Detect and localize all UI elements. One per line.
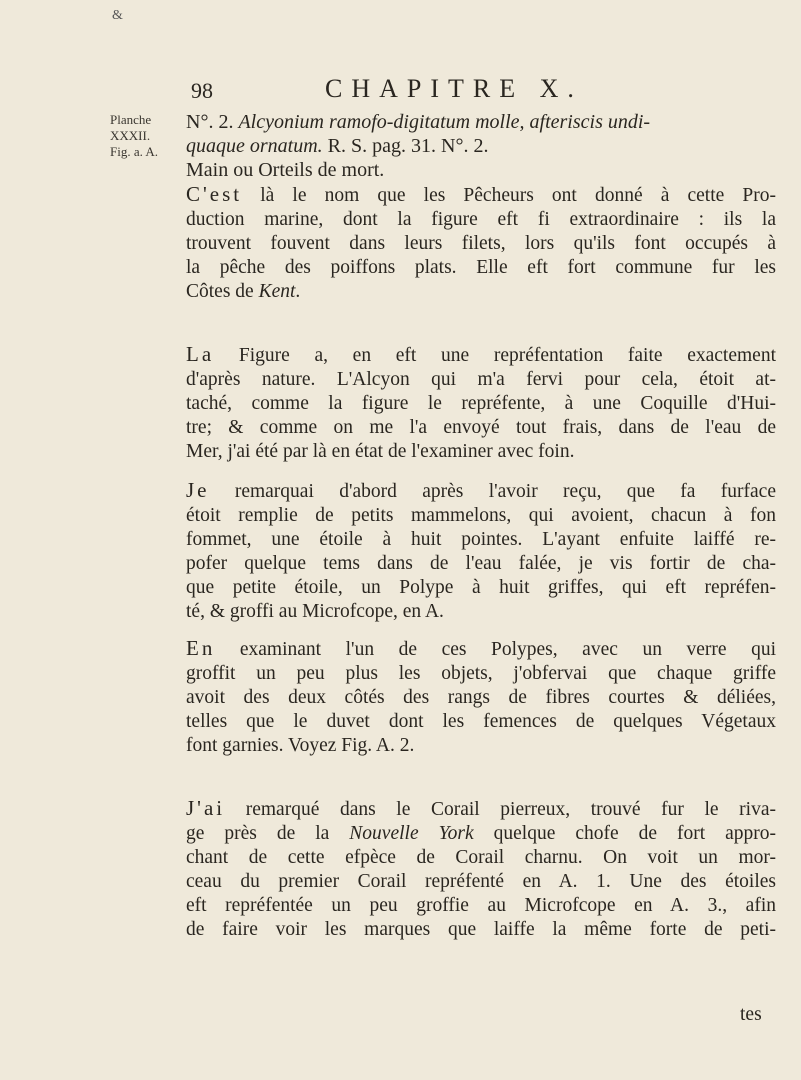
text-line: Côtes de Kent.	[186, 281, 301, 302]
corner-mark: &	[112, 8, 123, 23]
text-line: Je remarquai d'abord après l'avoir reçu, que fa furface	[186, 478, 776, 502]
place-name: Nouvelle York	[349, 823, 474, 844]
text-line: ceau du premier Corail repréfenté en A. 1. Une des étoiles	[186, 871, 776, 892]
text-line: taché, comme la figure le repréfente, à une Coquille d'Hui-	[186, 393, 776, 414]
dropcap: J'ai	[186, 796, 226, 820]
dropcap: En	[186, 636, 216, 660]
text-line: fommet, une étoile à huit pointes. L'ayant enfuite laiffé re-	[186, 529, 776, 550]
species-heading	[186, 110, 776, 182]
catchword: tes	[740, 1004, 762, 1025]
paragraph-3	[186, 478, 776, 624]
text-line: la pêche des poiffons plats. Elle eft fort commune fur les	[186, 257, 776, 278]
dropcap: C'est	[186, 182, 243, 206]
plate-label: Planche	[110, 112, 152, 127]
plate-reference	[110, 112, 170, 160]
dropcap: Je	[186, 478, 210, 502]
text-line: avoit des deux côtés des rangs de fibres courtes & déliées,	[186, 687, 776, 708]
place-name: Kent	[258, 281, 296, 302]
page-number: 98	[191, 78, 213, 103]
text-line: étoit remplie de petits mammelons, qui avoient, chacun à fon	[186, 505, 776, 526]
plate-number: XXXII.	[110, 128, 151, 143]
species-number: N°. 2.	[186, 111, 234, 133]
chapter-title: CHAPITRE X.	[325, 74, 583, 103]
species-reference: R. S. pag. 31. N°. 2.	[322, 135, 489, 157]
paragraph-1	[186, 182, 776, 304]
text-line: chant de cette efpèce de Corail charnu. On voit un mor-	[186, 847, 776, 868]
text-line: ge près de la Nouvelle York quelque chofe de fort appro-	[186, 823, 777, 844]
paragraph-2	[186, 342, 776, 464]
figure-label: Fig. a. A.	[110, 144, 159, 159]
text-line: groffit un peu plus les objets, j'obfervai que chaque griffe	[186, 663, 776, 684]
text-line: duction marine, dont la figure eft fi extraordinaire : ils la	[186, 209, 776, 230]
text-line: font garnies. Voyez Fig. A. 2.	[186, 735, 415, 756]
species-line-1	[186, 110, 776, 134]
species-line-2	[186, 134, 776, 158]
text-line: pofer quelque tems dans de l'eau falée, je vis fortir de cha-	[186, 553, 776, 574]
text-line: Mer, j'ai été par là en état de l'examiner avec foin.	[186, 441, 575, 462]
text-line: eft repréfentée un peu groffie au Microfcope en A. 3., afin	[186, 895, 776, 916]
text-line: telles que le duvet dont les femences de quelques Végetaux	[186, 711, 776, 732]
dropcap: La	[186, 342, 215, 366]
text-line: La Figure a, en eft une repréfentation faite exactement	[186, 342, 776, 366]
text-line: trouvent fouvent dans leurs filets, lors qu'ils font occupés à	[186, 233, 776, 254]
text-line: té, & groffi au Microfcope, en A.	[186, 601, 444, 622]
species-common-name: Main ou Orteils de mort.	[186, 159, 385, 181]
paragraph-4	[186, 636, 776, 758]
text-line: que petite étoile, un Polype à huit griffes, qui eft repréfen-	[186, 577, 776, 598]
text-line: de faire voir les marques que laiffe la même forte de peti-	[186, 919, 776, 940]
text-line: tre; & comme on me l'a envoyé tout frais, dans de l'eau de	[186, 417, 776, 438]
text-line: En examinant l'un de ces Polypes, avec un verre qui	[186, 636, 776, 660]
species-latin-name: Alcyonium ramofo-digitatum molle, afteriscis undi-	[238, 111, 651, 133]
species-latin-name-cont: quaque ornatum.	[186, 135, 323, 157]
paragraph-5	[186, 796, 776, 942]
text-line: C'est là le nom que les Pêcheurs ont donné à cette Pro-	[186, 182, 776, 206]
text-line: d'après nature. L'Alcyon qui m'a fervi pour cela, étoit at-	[186, 369, 776, 390]
text-line: J'ai remarqué dans le Corail pierreux, trouvé fur le riva-	[186, 796, 776, 820]
